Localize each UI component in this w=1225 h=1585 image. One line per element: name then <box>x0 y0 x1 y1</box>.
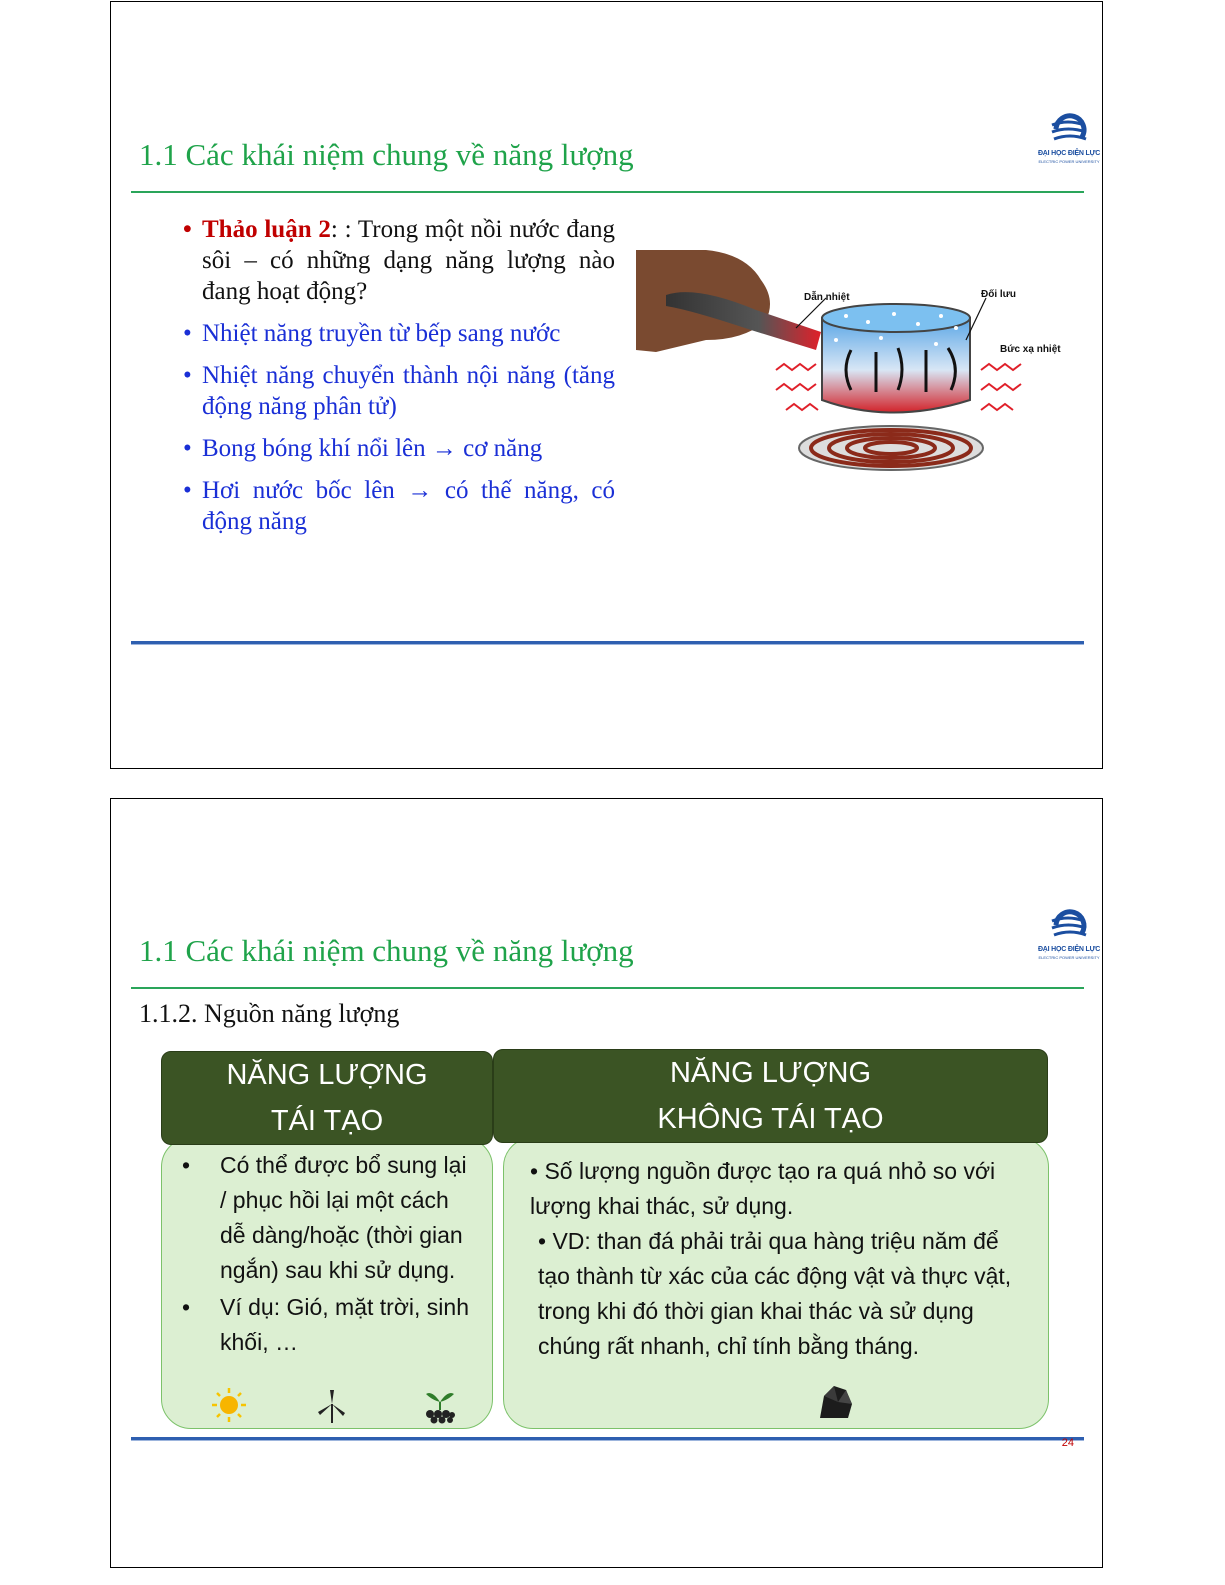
slide-1 <box>110 1 1103 769</box>
footer-divider <box>131 1437 1084 1441</box>
bullet-dot: • <box>183 320 192 347</box>
renewable-body <box>161 1137 493 1429</box>
nonrenewable-heading-line2: KHÔNG TÁI TẠO <box>657 1103 884 1135</box>
boiling-pot-figure <box>636 240 1076 476</box>
bullet-dot: • <box>183 435 192 462</box>
heat-wave-right <box>981 364 1021 410</box>
bullet-text: Bong bóng khí nổi lên → cơ năng <box>202 435 543 462</box>
logo-emblem-icon <box>1036 107 1102 151</box>
renewable-bullet <box>182 1148 477 1288</box>
bullet-text: Có thể được bổ sung lại / phục hồi lại một cách dễ dàng/hoặc (thời gian ngắn) sau khi sử dụng. <box>220 1152 467 1283</box>
conduction-label: Dẫn nhiệt <box>804 292 850 303</box>
logo-subtext: ELECTRIC POWER UNIVERSITY <box>1038 955 1100 960</box>
renewable-bullet <box>182 1290 477 1360</box>
slide-title: 1.1 Các khái niệm chung về năng lượng <box>139 137 634 172</box>
logo-emblem-icon <box>1036 903 1102 947</box>
nonrenewable-heading <box>493 1049 1048 1143</box>
bullet-item <box>183 475 615 537</box>
renewable-heading-line2: TÁI TẠO <box>270 1105 384 1137</box>
title-divider <box>131 987 1084 989</box>
nonrenewable-heading-line1: NĂNG LƯỢNG <box>669 1057 872 1089</box>
logo-text: ĐẠI HỌC ĐIỆN LỰC <box>1037 150 1101 157</box>
bullet-dot: • <box>183 216 192 243</box>
logo-text: ĐẠI HỌC ĐIỆN LỰC <box>1037 946 1101 953</box>
water-surface <box>822 304 970 332</box>
title-divider <box>131 191 1084 193</box>
renewable-heading <box>161 1051 493 1145</box>
logo-subtext: ELECTRIC POWER UNIVERSITY <box>1038 159 1100 164</box>
bullet-text: Nhiệt năng chuyển thành nội năng (tăng động năng phân tử) <box>202 362 615 420</box>
bullet-dot: • <box>182 1294 191 1320</box>
discussion-question: : : Trong một nồi nước đang sôi – có những dạng năng lượng nào đang hoạt động? <box>202 216 615 305</box>
university-logo <box>1036 903 1102 963</box>
bullet-item <box>183 318 615 349</box>
biomass-icon <box>420 1384 460 1424</box>
footer-divider <box>131 641 1084 645</box>
renewable-heading-line1: NĂNG LƯỢNG <box>226 1059 428 1091</box>
stove-coil <box>799 426 983 470</box>
convection-label: Đối lưu <box>981 289 1017 300</box>
section-subheading: 1.1.2. Nguồn năng lượng <box>139 999 400 1028</box>
slide-title: 1.1 Các khái niệm chung về năng lượng <box>139 933 634 968</box>
sun-icon <box>210 1386 248 1424</box>
radiation-label: Bức xạ nhiệt <box>1000 344 1061 355</box>
wind-turbine-icon <box>314 1388 350 1424</box>
nonrenewable-bullet: • Số lượng nguồn được tạo ra quá nhỏ so với lượng khai thác, sử dụng. <box>530 1158 996 1219</box>
bullet-dot: • <box>182 1152 191 1178</box>
bullet-text: Nhiệt năng truyền từ bếp sang nước <box>202 320 561 347</box>
renewable-bullets <box>182 1148 477 1360</box>
discussion-label: Thảo luận 2 <box>202 216 331 243</box>
discussion-bullets <box>183 214 615 548</box>
bullet-text: Ví dụ: Gió, mặt trời, sinh khối, … <box>220 1294 470 1355</box>
bullet-item <box>183 360 615 422</box>
university-logo <box>1036 107 1102 167</box>
bullet-item <box>183 433 615 464</box>
slide-2 <box>110 798 1103 1568</box>
nonrenewable-body <box>503 1137 1049 1429</box>
nonrenewable-bullet: • VD: than đá phải trải qua hàng triệu năm để tạo thành từ xác của các động vật và thực vật, trong khi đó thời gian khai thác và sử dụng chúng rất nhanh, chỉ tính bằng tháng. <box>538 1228 1012 1359</box>
page-number: 24 <box>1061 1437 1074 1449</box>
heat-wave-left <box>776 364 818 410</box>
coal-icon <box>816 1382 856 1422</box>
bullet-dot: • <box>183 477 192 504</box>
bullet-text: Hơi nước bốc lên → có thế năng, có động năng <box>202 477 615 535</box>
bullet-dot: • <box>183 362 192 389</box>
discussion-item <box>183 214 615 307</box>
